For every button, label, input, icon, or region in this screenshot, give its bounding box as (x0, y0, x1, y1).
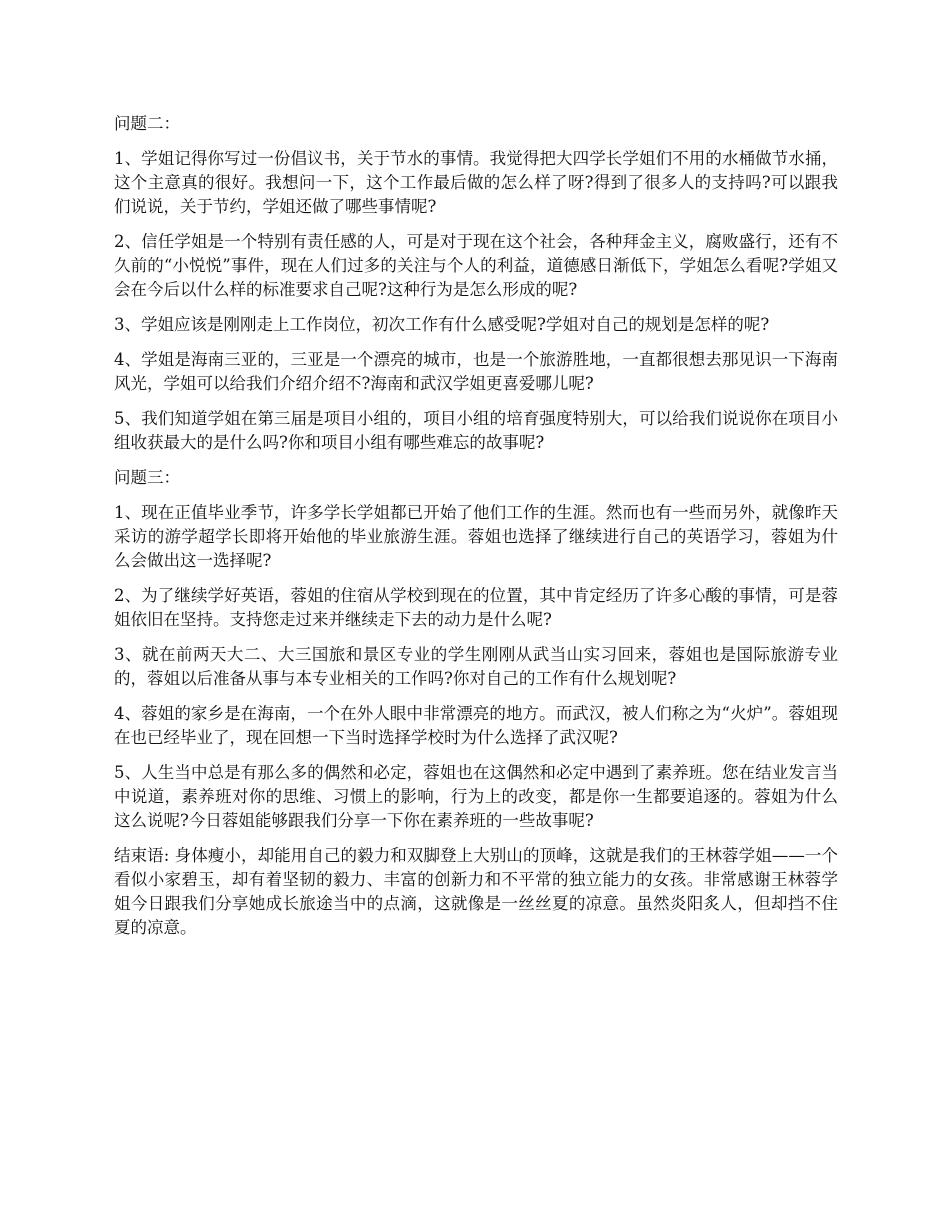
question-two-item-2: 2、信任学姐是一个特别有责任感的人，可是对于现在这个社会，各种拜金主义，腐败盛行，还有不久前的“小悦悦”事件，现在人们过多的关注与个人的利益，道德感日渐低下，学姐怎么看呢?学姐又会在今后以什么样的标准要求自己呢?这种行为是怎么形成的呢? (114, 232, 838, 299)
question-three-item-5: 5、人生当中总是有那么多的偶然和必定，蓉姐也在这偶然和必定中遇到了素养班。您在结业发言当中说道，素养班对你的思维、习惯上的影响，行为上的改变，都是你一生都要追逐的。蓉姐为什么这么说呢?今日蓉姐能够跟我们分享一下你在素养班的一些故事呢? (114, 763, 838, 830)
question-two-item-4: 4、学姐是海南三亚的，三亚是一个漂亮的城市，也是一个旅游胜地，一直都很想去那见识一下海南风光，学姐可以给我们介绍介绍不?海南和武汉学姐更喜爱哪儿呢? (114, 350, 838, 393)
question-three-item-4: 4、蓉姐的家乡是在海南，一个在外人眼中非常漂亮的地方。而武汉，被人们称之为“火炉”。蓉姐现在也已经毕业了，现在回想一下当时选择学校时为什么选择了武汉呢? (114, 704, 838, 747)
document-page (114, 112, 838, 951)
question-three-item-3: 3、就在前两天大二、大三国旅和景区专业的学生刚刚从武当山实习回来，蓉姐也是国际旅游专业的，蓉姐以后准备从事与本专业相关的工作吗?你对自己的工作有什么规划呢? (114, 645, 838, 688)
section-two-heading: 问题二： (114, 114, 180, 133)
question-two-item-5: 5、我们知道学姐在第三届是项目小组的，项目小组的培育强度特别大，可以给我们说说你在项目小组收获最大的是什么吗?你和项目小组有哪些难忘的故事呢? (114, 409, 838, 452)
question-three-item-2: 2、为了继续学好英语，蓉姐的住宿从学校到现在的位置，其中肯定经历了许多心酸的事情，可是蓉姐依旧在坚持。支持您走过来并继续走下去的动力是什么呢? (114, 586, 838, 629)
question-two-item-1: 1、学姐记得你写过一份倡议书，关于节水的事情。我觉得把大四学长学姐们不用的水桶做节水捅，这个主意真的很好。我想问一下，这个工作最后做的怎么样了呀?得到了很多人的支持吗?可以跟我们说说，关于节约，学姐还做了哪些事情呢? (114, 149, 838, 216)
closing-remarks: 结束语: 身体瘦小，却能用自己的毅力和双脚登上大别山的顶峰，这就是我们的王林蓉学姐——一个看似小家碧玉，却有着坚韧的毅力、丰富的创新力和不平常的独立能力的女孩。非常感谢王林蓉学姐今日跟我们分享她成长旅途当中的点滴，这就像是一丝丝夏的凉意。虽然炎阳炙人，但却挡不住夏的凉意。 (114, 846, 838, 937)
question-two-item-3: 3、学姐应该是刚刚走上工作岗位，初次工作有什么感受呢?学姐对自己的规划是怎样的呢? (114, 315, 770, 334)
question-three-item-1: 1、现在正值毕业季节，许多学长学姐都已开始了他们工作的生涯。然而也有一些而另外，就像昨天采访的游学超学长即将开始他的毕业旅游生涯。蓉姐也选择了继续进行自己的英语学习，蓉姐为什么会做出这一选择呢? (114, 503, 838, 570)
section-three-heading: 问题三： (114, 468, 180, 487)
